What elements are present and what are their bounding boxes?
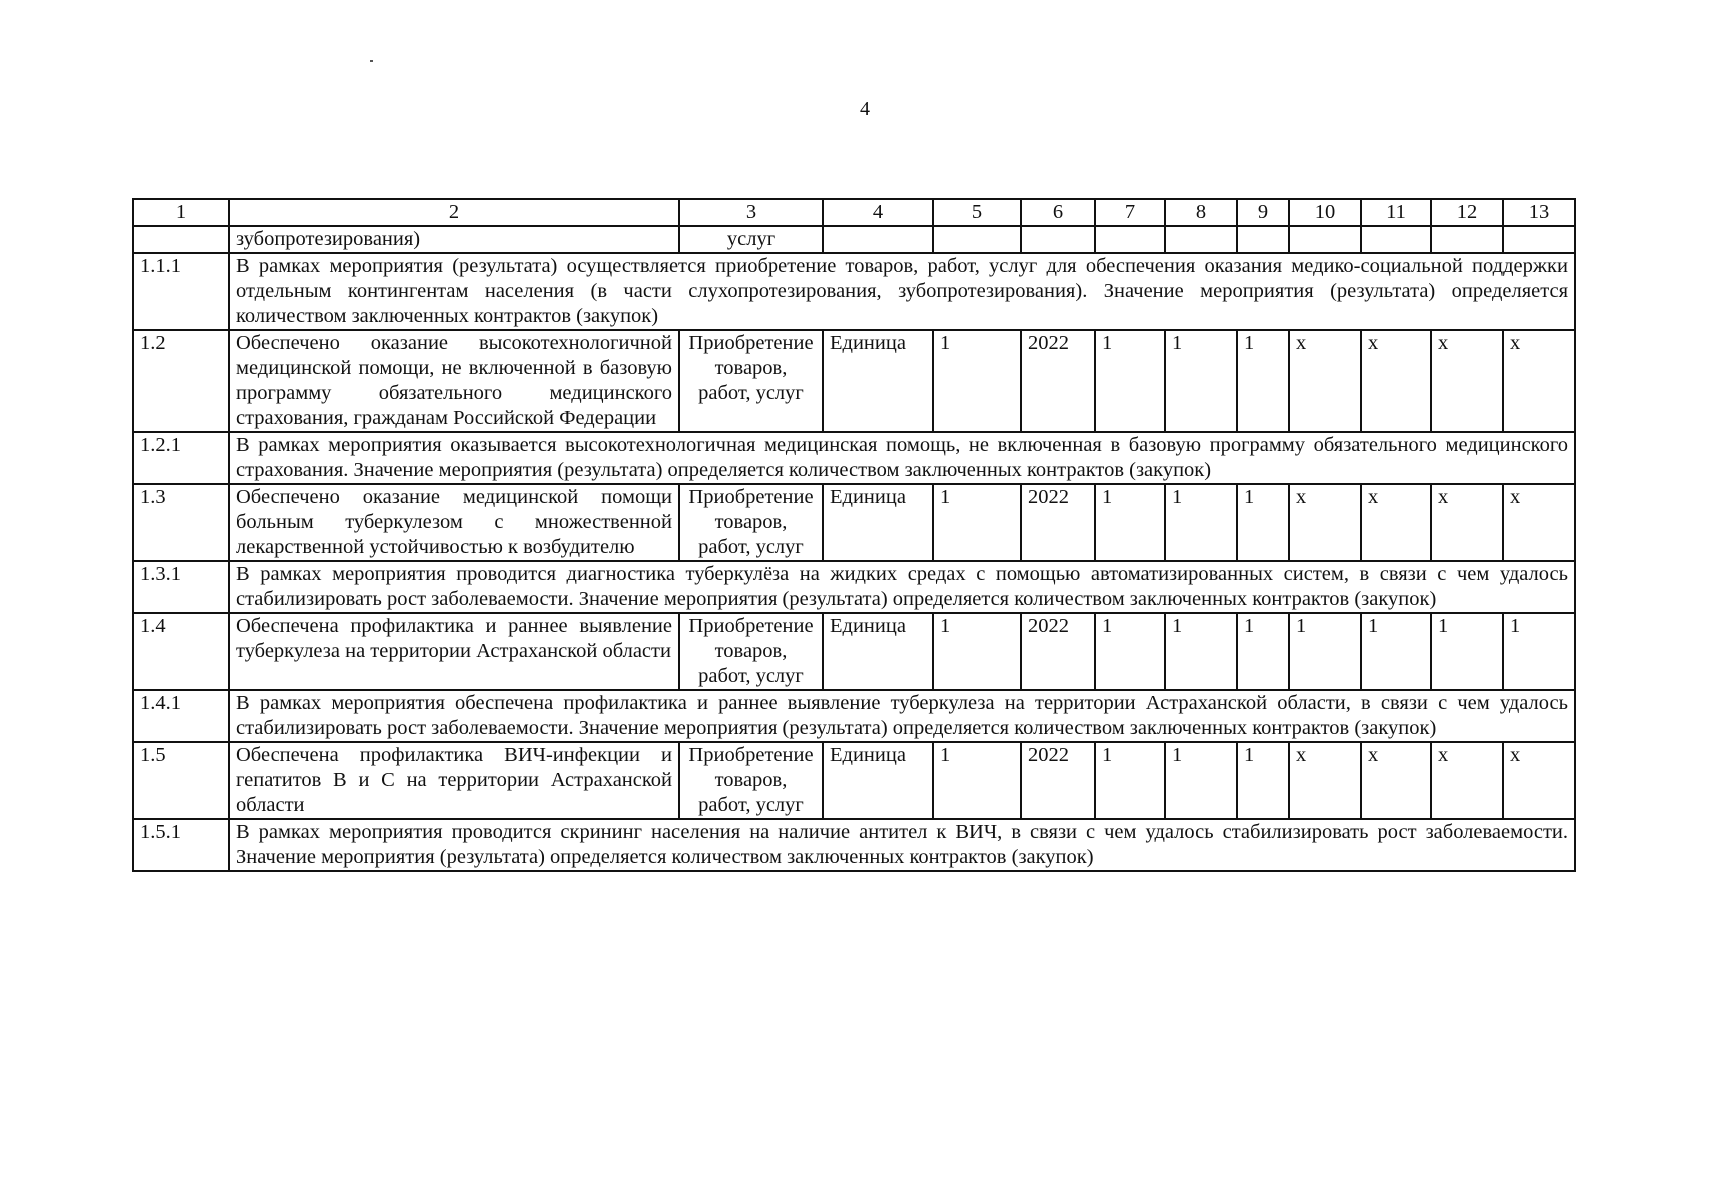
value-cell-13: x — [1503, 742, 1575, 819]
row-number: 1.4.1 — [133, 690, 229, 742]
value-cell-9: 1 — [1237, 613, 1289, 690]
measure-description: Обеспечена профилактика ВИЧ-инфекции и гепатитов В и С на территории Астраханской области — [229, 742, 679, 819]
unit-of-measure: Единица — [823, 742, 933, 819]
value-cell-7: 1 — [1095, 742, 1165, 819]
note-row — [133, 432, 1575, 484]
note-row — [133, 690, 1575, 742]
value-cell-5: 1 — [933, 330, 1021, 432]
value-cell-8: 1 — [1165, 484, 1237, 561]
value-cell-12: x — [1431, 330, 1503, 432]
column-number: 4 — [823, 199, 933, 226]
unit-of-measure: Единица — [823, 330, 933, 432]
continuation-description: зубопротезирования) — [229, 226, 679, 253]
column-number: 7 — [1095, 199, 1165, 226]
column-number: 11 — [1361, 199, 1431, 226]
value-cell-9: 1 — [1237, 742, 1289, 819]
value-cell-10: x — [1289, 330, 1361, 432]
measure-description: Обеспечено оказание высокотехнологичной медицинской помощи, не включенной в базовую программу обязательного медицинского страхования, гражданам Российской Федерации — [229, 330, 679, 432]
column-number: 8 — [1165, 199, 1237, 226]
value-cell-8: 1 — [1165, 613, 1237, 690]
value-cell-9: 1 — [1237, 330, 1289, 432]
row-number: 1.2.1 — [133, 432, 229, 484]
empty-cell — [1289, 226, 1361, 253]
row-number: 1.4 — [133, 613, 229, 690]
column-number-row — [133, 199, 1575, 226]
measure-type: Приобретение товаров, работ, услуг — [679, 484, 823, 561]
column-number: 10 — [1289, 199, 1361, 226]
measure-description: Обеспечена профилактика и раннее выявление туберкулеза на территории Астраханской области — [229, 613, 679, 690]
value-cell-11: 1 — [1361, 613, 1431, 690]
measure-row — [133, 484, 1575, 561]
value-cell-13: 1 — [1503, 613, 1575, 690]
column-number: 6 — [1021, 199, 1095, 226]
value-cell-10: x — [1289, 484, 1361, 561]
empty-cell — [1021, 226, 1095, 253]
measure-type: Приобретение товаров, работ, услуг — [679, 330, 823, 432]
row-number: 1.5 — [133, 742, 229, 819]
value-cell-10: x — [1289, 742, 1361, 819]
measure-type: Приобретение товаров, работ, услуг — [679, 742, 823, 819]
value-cell-12: x — [1431, 484, 1503, 561]
column-number: 12 — [1431, 199, 1503, 226]
unit-of-measure: Единица — [823, 484, 933, 561]
value-cell-12: x — [1431, 742, 1503, 819]
value-cell-7: 1 — [1095, 613, 1165, 690]
scan-speck — [370, 60, 373, 62]
continuation-type: услуг — [679, 226, 823, 253]
column-number: 9 — [1237, 199, 1289, 226]
row-number: 1.5.1 — [133, 819, 229, 871]
value-cell-5: 1 — [933, 613, 1021, 690]
row-number-cell — [133, 226, 229, 253]
measure-type: Приобретение товаров, работ, услуг — [679, 613, 823, 690]
value-cell-6: 2022 — [1021, 484, 1095, 561]
value-cell-6: 2022 — [1021, 330, 1095, 432]
note-row — [133, 561, 1575, 613]
value-cell-12: 1 — [1431, 613, 1503, 690]
note-text: В рамках мероприятия проводится скрининг населения на наличие антител к ВИЧ, в связи с чем удалось стабилизировать рост заболеваемости. Значение мероприятия (результата) определяется количеством заключенных контрактов (закупок) — [229, 819, 1575, 871]
empty-cell — [1095, 226, 1165, 253]
value-cell-13: x — [1503, 330, 1575, 432]
row-number: 1.3.1 — [133, 561, 229, 613]
note-text: В рамках мероприятия обеспечена профилактика и раннее выявление туберкулеза на территории Астраханской области, в связи с чем удалось стабилизировать рост заболеваемости. Значение мероприятия (результата) определяется количеством заключенных контрактов (закупок) — [229, 690, 1575, 742]
column-number: 3 — [679, 199, 823, 226]
table-body — [133, 199, 1575, 871]
column-number: 5 — [933, 199, 1021, 226]
empty-cell — [1165, 226, 1237, 253]
empty-cell — [1503, 226, 1575, 253]
value-cell-6: 2022 — [1021, 742, 1095, 819]
measure-description: Обеспечено оказание медицинской помощи больным туберкулезом с множественной лекарственной устойчивостью к возбудителю — [229, 484, 679, 561]
value-cell-8: 1 — [1165, 742, 1237, 819]
empty-cell — [823, 226, 933, 253]
note-text: В рамках мероприятия оказывается высокотехнологичная медицинская помощь, не включенная в базовую программу обязательного медицинского страхования. Значение мероприятия (результата) определяется количеством заключенных контрактов (закупок) — [229, 432, 1575, 484]
value-cell-8: 1 — [1165, 330, 1237, 432]
value-cell-6: 2022 — [1021, 613, 1095, 690]
measure-row — [133, 613, 1575, 690]
measures-table — [132, 198, 1576, 872]
value-cell-11: x — [1361, 330, 1431, 432]
column-number: 1 — [133, 199, 229, 226]
value-cell-11: x — [1361, 484, 1431, 561]
note-row — [133, 819, 1575, 871]
note-row — [133, 253, 1575, 330]
empty-cell — [1431, 226, 1503, 253]
empty-cell — [933, 226, 1021, 253]
column-number: 13 — [1503, 199, 1575, 226]
note-text: В рамках мероприятия (результата) осуществляется приобретение товаров, работ, услуг для обеспечения оказания медико-социальной поддержки отдельным контингентам населения (в части слухопротезирования, зубопротезирования). Значение мероприятия (результата) определяется количеством заключенных контрактов (закупок) — [229, 253, 1575, 330]
value-cell-5: 1 — [933, 484, 1021, 561]
note-text: В рамках мероприятия проводится диагностика туберкулёза на жидких средах с помощью автоматизированных систем, в связи с чем удалось стабилизировать рост заболеваемости. Значение мероприятия (результата) определяется количеством заключенных контрактов (закупок) — [229, 561, 1575, 613]
value-cell-5: 1 — [933, 742, 1021, 819]
row-number: 1.1.1 — [133, 253, 229, 330]
measure-row — [133, 330, 1575, 432]
row-number: 1.2 — [133, 330, 229, 432]
value-cell-11: x — [1361, 742, 1431, 819]
row-number: 1.3 — [133, 484, 229, 561]
page-number: 4 — [860, 98, 870, 120]
value-cell-10: 1 — [1289, 613, 1361, 690]
value-cell-13: x — [1503, 484, 1575, 561]
empty-cell — [1361, 226, 1431, 253]
unit-of-measure: Единица — [823, 613, 933, 690]
value-cell-9: 1 — [1237, 484, 1289, 561]
empty-cell — [1237, 226, 1289, 253]
value-cell-7: 1 — [1095, 330, 1165, 432]
column-number: 2 — [229, 199, 679, 226]
continuation-row — [133, 226, 1575, 253]
value-cell-7: 1 — [1095, 484, 1165, 561]
measure-row — [133, 742, 1575, 819]
